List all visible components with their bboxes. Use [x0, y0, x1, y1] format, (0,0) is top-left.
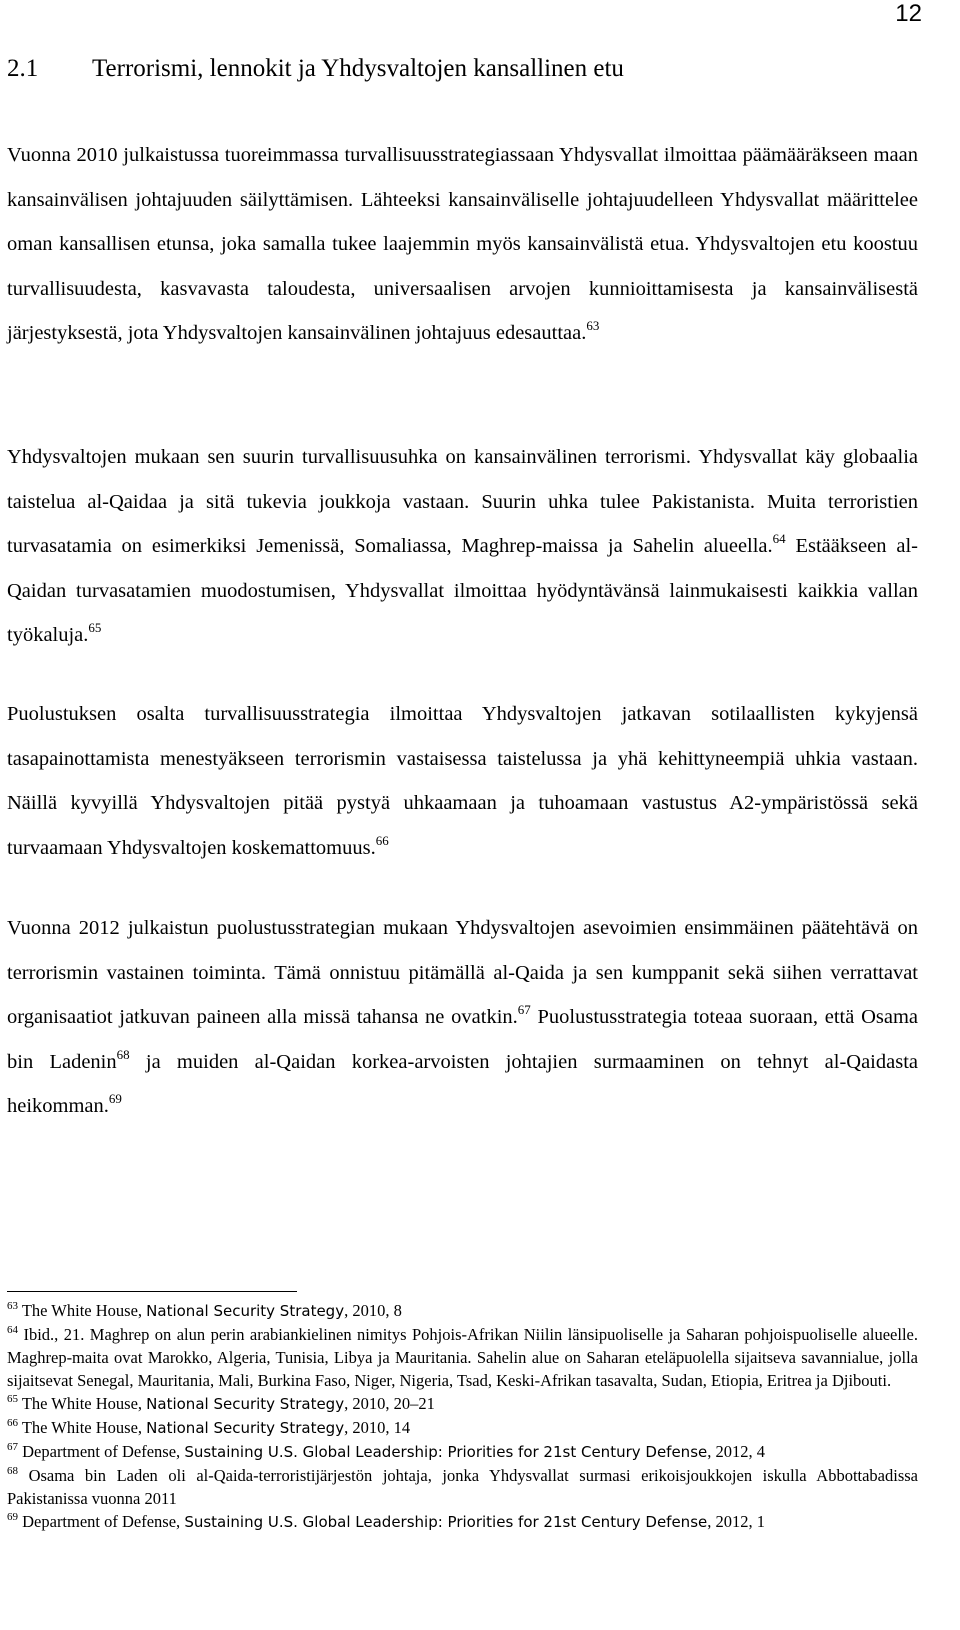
- footnote-66: [7, 1416, 918, 1440]
- paragraph-1: [7, 133, 918, 356]
- section-heading: [7, 55, 624, 83]
- paragraph-4: [7, 906, 918, 1129]
- paragraph-text: Puolustusstrategia toteaa suoraan, että Osama bin Ladenin: [7, 1006, 919, 1073]
- footnote-source: Sustaining U.S. Global Leadership: Priorities for 21st Century Defense: [184, 1513, 708, 1531]
- footnote-text: The White House,: [21, 1394, 147, 1413]
- footnote-64: [7, 1323, 918, 1392]
- footnote-ref[interactable]: 63: [586, 318, 600, 333]
- footnote-text: , 2012, 1: [707, 1512, 765, 1531]
- footnote-67: [7, 1440, 918, 1464]
- footnote-source: National Security Strategy: [146, 1395, 345, 1413]
- page-number: 12: [895, 0, 922, 27]
- footnote-ref[interactable]: 66: [375, 832, 389, 848]
- footnote-63: [7, 1299, 918, 1323]
- paragraph-text: ja muiden al-Qaidan korkea-arvoisten johtajien surmaaminen on tehnyt al-Qaidasta heikomman.: [7, 1050, 918, 1117]
- footnote-69: [7, 1510, 918, 1534]
- footnote-text: , 2010, 20–21: [344, 1394, 435, 1413]
- footnote-65: [7, 1392, 918, 1416]
- footnote-number: 69: [7, 1511, 18, 1523]
- section-title: Terrorismi, lennokit ja Yhdysvaltojen kansallinen etu: [92, 55, 624, 82]
- footnote-text: Department of Defense,: [22, 1442, 185, 1461]
- footnote-ref[interactable]: 64: [772, 531, 786, 546]
- footnote-number: 66: [7, 1417, 18, 1429]
- footnote-number: 64: [7, 1324, 18, 1336]
- paragraph-2: [7, 435, 918, 658]
- footnote-source: Sustaining U.S. Global Leadership: Priorities for 21st Century Defense: [184, 1443, 708, 1461]
- footnote-text: Osama bin Laden oli al-Qaida-terroristijärjestön johtaja, jonka Yhdysvallat surmasi erikoisjoukkojen iskulla Abbottabadissa Pakistanissa vuonna 2011: [7, 1466, 919, 1508]
- footnote-text: Department of Defense,: [22, 1512, 185, 1531]
- footnote-ref[interactable]: 69: [108, 1091, 122, 1106]
- paragraph-text: Vuonna 2010 julkaistussa tuoreimmassa turvallisuusstrategiassaan Yhdysvallat ilmoittaa päämääräkseen maan kansainvälisen johtajuuden säilyttämisen. Lähteeksi kansainväliselle johtajuudelleen Yhdysvallat määrittelee oman kansallisen etunsa, joka samalla tukee laajemmin myös kansainvälistä etua. Yhdysvaltojen etu koostuu turvallisuudesta, kasvavasta taloudesta, universaalisen arvojen kunnioittamisesta ja kansainvälisestä järjestyksestä, jota Yhdysvaltojen kansainvälinen johtajuus edesauttaa.: [7, 144, 918, 344]
- footnote-number: 68: [7, 1465, 18, 1477]
- paragraph-text: Yhdysvaltojen mukaan sen suurin turvallisuusuhka on kansainvälinen terrorismi. Yhdysvallat käy globaalia taistelua al-Qaidaa ja sitä tukevia joukkoja vastaan. Suurin uhka tulee Pakistanista. Muita terroristien turvasatamia on esimerkiksi Jemenissä, Somaliassa, Maghrep-maissa ja Sahelin alueella.: [7, 446, 918, 557]
- footnote-text: , 2010, 8: [344, 1301, 402, 1320]
- footnote-text: Ibid., 21. Maghrep on alun perin arabiankielinen nimitys Pohjois-Afrikan Niilin länsipuoliselle ja Saharan pohjoispuoliselle alueelle. Maghrep-maita ovat Marokko, Algeria, Tunisia, Libya ja Mauritania. Sahelin alue on Saharan eteläpuolella sijaitseva savannialue, jolla sijaitsevat Senegal, Mauritania, Mali, Burkina Faso, Niger, Nigeria, Tsad, Keski-Afrikan tasavalta, Sudan, Etiopia, Eritrea ja Djibouti.: [7, 1325, 919, 1390]
- footnote-ref[interactable]: 68: [116, 1046, 130, 1062]
- paragraph-text: Puolustuksen osalta turvallisuusstrategia ilmoittaa Yhdysvaltojen jatkavan sotilaallisten kykyjensä tasapainottamista menestyäkseen terrorismin vastaisessa taistelussa ja yhä kehittyneempiä uhkia vastaan. Näillä kyvyillä Yhdysvaltojen pitää pystyä uhkaamaan ja tuhoamaan vastustus A2-ympäristössä sekä turvaamaan Yhdysvaltojen koskemattomuus.: [7, 703, 918, 859]
- paragraph-text: Vuonna 2012 julkaistun puolustusstrategian mukaan Yhdysvaltojen asevoimien ensimmäinen päätehtävä on terrorismin vastainen toiminta. Tämä onnistuu pitämällä al-Qaida ja sen kumppanit sekä siihen verrattavat organisaatiot jatkuvan paineen alla missä tahansa ne ovatkin.: [7, 917, 918, 1028]
- footnote-text: The White House,: [21, 1301, 147, 1320]
- footnote-number: 67: [7, 1441, 18, 1453]
- paragraph-text: Estääkseen al-Qaidan turvasatamien muodostumisen, Yhdysvallat ilmoittaa hyödyntävänsä lainmukaisesti kaikkia vallan työkaluja.: [7, 535, 918, 646]
- footnote-text: The White House,: [21, 1418, 147, 1437]
- footnote-68: [7, 1464, 918, 1510]
- footnote-divider: [7, 1291, 297, 1292]
- footnote-source: National Security Strategy: [146, 1419, 345, 1437]
- footnote-ref[interactable]: 65: [88, 620, 102, 635]
- footnote-source: National Security Strategy: [146, 1302, 345, 1320]
- paragraph-3: [7, 692, 918, 870]
- footnote-text: , 2012, 4: [707, 1442, 765, 1461]
- footnote-number: 65: [7, 1393, 18, 1405]
- footnote-number: 63: [7, 1300, 18, 1312]
- footnotes: [7, 1299, 918, 1534]
- footnote-ref[interactable]: 67: [517, 1002, 531, 1017]
- section-number: 2.1: [7, 55, 39, 82]
- footnote-text: , 2010, 14: [344, 1418, 411, 1437]
